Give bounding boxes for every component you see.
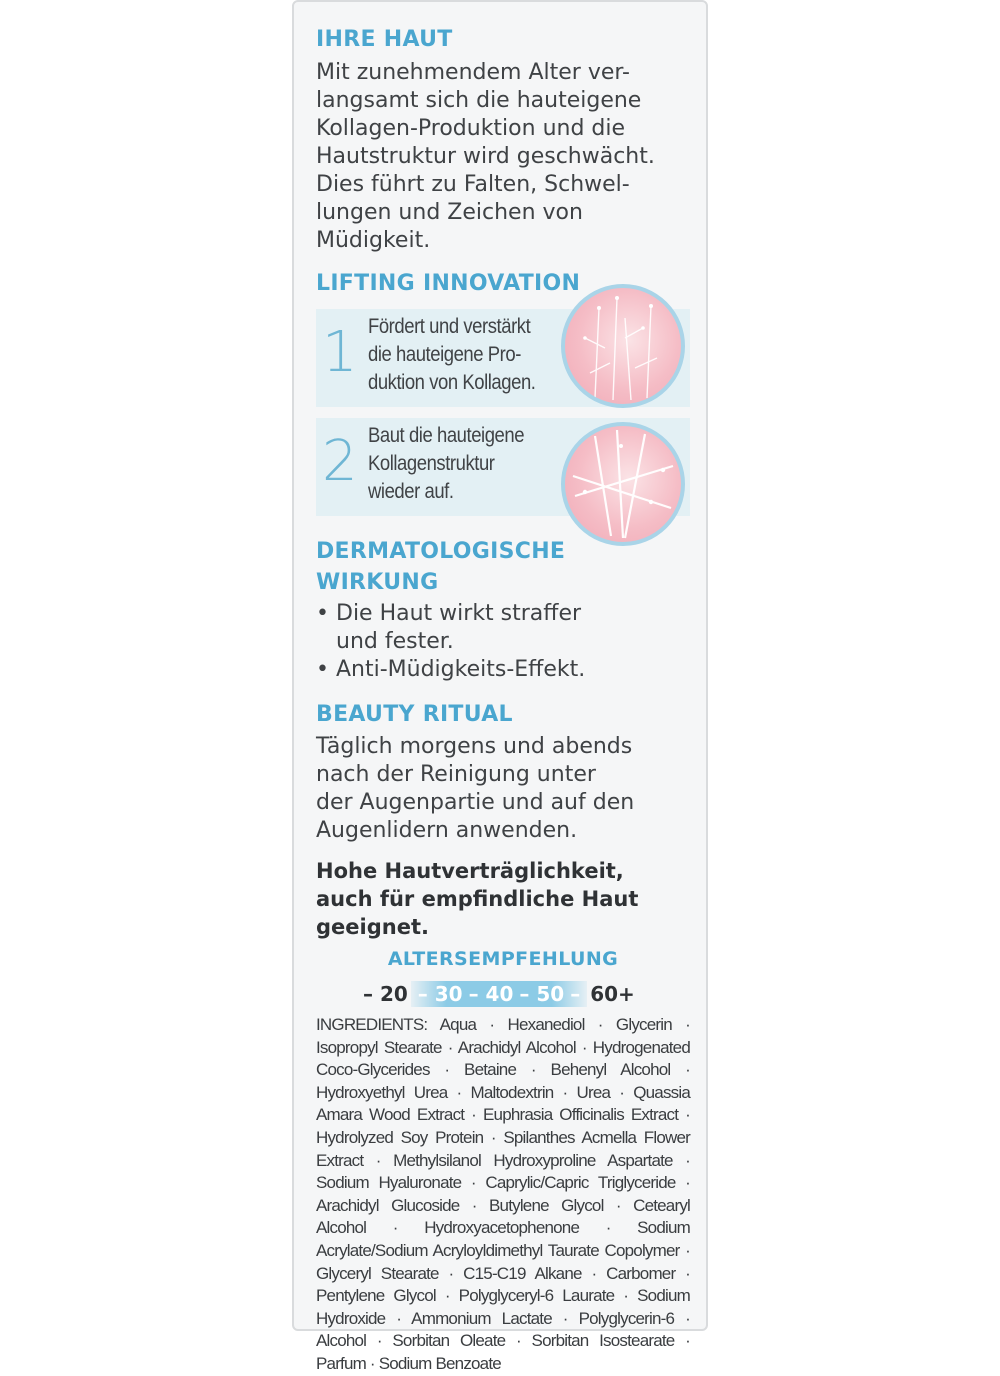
collagen-fibers-icon bbox=[565, 288, 681, 404]
age-recommendation-title: ALTERSEMPFEHLUNG bbox=[387, 948, 619, 970]
age-suffix: 60+ bbox=[590, 982, 635, 1006]
wirkung-list bbox=[316, 600, 585, 684]
step-number: 2 bbox=[322, 429, 358, 494]
list-item: • Die Haut wirkt straffer und fester. bbox=[316, 600, 585, 656]
heading-beauty-ritual: BEAUTY RITUAL bbox=[316, 702, 513, 727]
age-range-item: – 50 bbox=[519, 982, 565, 1006]
collagen-structure-icon bbox=[565, 426, 681, 542]
age-range-item: – 40 bbox=[468, 982, 514, 1006]
heading-lifting-innovation: LIFTING INNOVATION bbox=[316, 271, 581, 296]
text-ihre-haut: Mit zunehmendem Alter ver- langsamt sich die hauteigene Kollagen-Produktion und die Hautstruktur wird geschwächt. Dies führt zu Falten, Schwel- lungen und Zeichen von Müdigkeit. bbox=[316, 60, 655, 253]
collagen-illustration-1 bbox=[561, 284, 685, 408]
age-highlight-band bbox=[411, 981, 587, 1007]
step-text: Fördert und verstärkt die hauteigene Pro- duktion von Kollagen. bbox=[368, 315, 536, 394]
collagen-illustration-2 bbox=[561, 422, 685, 546]
heading-ihre-haut: IHRE HAUT bbox=[316, 27, 453, 52]
step-text: Baut die hauteigene Kollagenstruktur wieder auf. bbox=[368, 424, 525, 503]
list-item: • Anti-Müdigkeits-Effekt. bbox=[316, 656, 585, 684]
age-prefix: – 20 bbox=[363, 982, 408, 1006]
tolerance-note: Hohe Hautverträglichkeit, auch für empfindliche Haut geeignet. bbox=[316, 859, 639, 939]
ingredients-list: INGREDIENTS: Aqua · Hexanediol · Glycerin · Isopropyl Stearate · Arachidyl Alcohol · Hydrogenated Coco-Glycerides · Betaine · Behenyl Alcohol · Hydroxyethyl Urea · Maltodextrin · Urea · Quassia Amara Wood Extract · Euphrasia Officinalis Extract · Hydrolyzed Soy Protein · Spilanthes Acmella Flower Extract · Methylsilanol Hydroxyproline Aspartate · Sodium Hyaluronate · Caprylic/Capric Triglyceride · Arachidyl Glucoside · Butylene Glycol · Cetearyl Alcohol · Hydroxyacetophenone · Sodium Acrylate/Sodium Acryloyldimethyl Taurate Copolymer · Glyceryl Stearate · C15-C19 Alkane · Carbomer · Pentylene Glycol · Polyglyceryl-6 Laurate · Sodium Hydroxide · Ammonium Lactate · Polyglycerin-6 · Alcohol · Sorbitan Oleate · Sorbitan Isostearate · Parfum · Sodium Benzoate bbox=[316, 1015, 690, 1373]
heading-dermatologische: DERMATOLOGISCHE bbox=[316, 539, 566, 564]
age-range-item: – bbox=[570, 982, 581, 1006]
age-recommendation-scale bbox=[360, 980, 638, 1008]
age-range-item: – 30 bbox=[417, 982, 463, 1006]
text-beauty-ritual: Täglich morgens und abends nach der Reinigung unter der Augenpartie und auf den Augenlidern anwenden. bbox=[316, 734, 635, 843]
heading-wirkung: WIRKUNG bbox=[316, 570, 439, 595]
step-number: 1 bbox=[322, 320, 358, 385]
